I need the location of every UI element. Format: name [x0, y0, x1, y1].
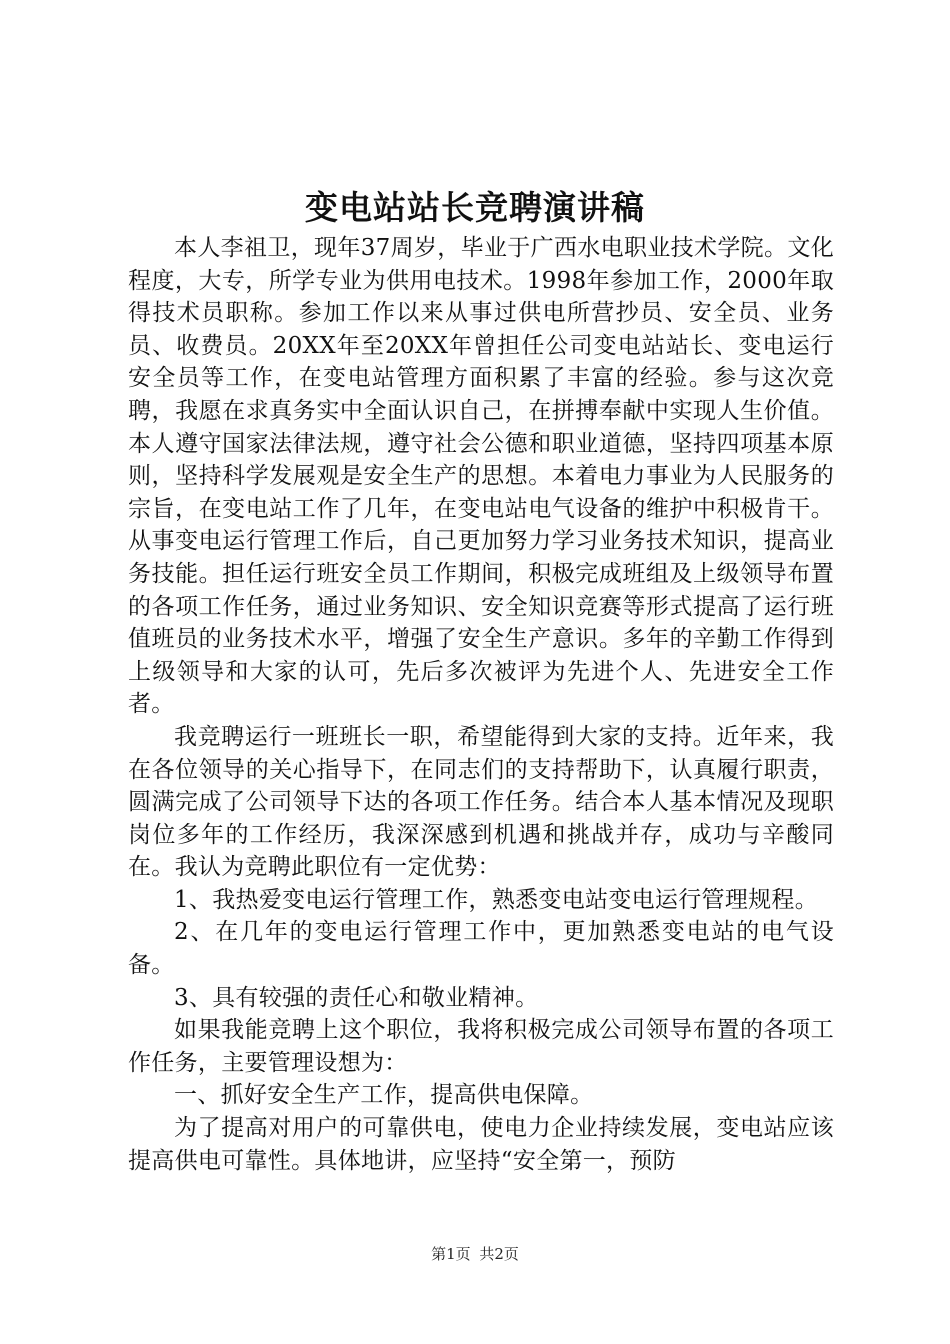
paragraph-section-heading-1: 一、抓好安全生产工作，提高供电保障。	[174, 1082, 594, 1109]
page-footer	[0, 1243, 950, 1265]
paragraph-advantage-2: 2、在几年的变电运行管理工作中，更加熟悉变电站的电气设备。	[128, 919, 834, 979]
paragraph-plans-intro: 如果我能竞聘上这个职位，我将积极完成公司领导布置的各项工作任务，主要管理设想为：	[128, 1017, 834, 1076]
page-number: 第1页	[431, 1245, 471, 1263]
paragraph-advantage-3: 3、具有较强的责任心和敬业精神。	[174, 984, 539, 1011]
paragraph-reliability: 为了提高对用户的可靠供电，使电力企业持续发展，变电站应该提高供电可靠性。具体地讲，应坚持“安全第一，预防	[128, 1115, 834, 1174]
paragraph-intro: 本人李祖卫，现年37周岁，毕业于广西水电职业技术学院。文化程度，大专，所学专业为供用电技术。1998年参加工作，2000年取得技术员职称。参加工作以来从事过供电所营抄员、安全员、业务员、收费员。20XX年至20XX年曾担任公司变电站站长、变电运行安全员等工作，在变电站管理方面积累了丰富的经验。参与这次竞聘，我愿在求真务实中全面认识自己，在拼搏奉献中实现人生价值。本人遵守国家法律法规，遵守社会公德和职业道德，坚持四项基本原则，坚持科学发展观是安全生产的思想。本着电力事业为人民服务的宗旨，在变电站工作了几年，在变电站电气设备的维护中积极肯干。从事变电运行管理工作后，自己更加努力学习业务技术知识，提高业务技能。担任运行班安全员工作期间，积极完成班组及上级领导布置的各项工作任务，通过业务知识、安全知识竞赛等形式提高了运行班值班员的业务技术水平，增强了安全生产意识。多年的辛勤工作得到上级领导和大家的认可，先后多次被评为先进个人、先进安全工作者。	[128, 235, 834, 718]
document-body	[128, 232, 834, 1177]
paragraph-advantage-1: 1、我热爱变电运行管理工作，熟悉变电站变电运行管理规程。	[174, 886, 819, 913]
page-total: 共2页	[479, 1245, 519, 1263]
paragraph-candidacy: 我竞聘运行一班班长一职，希望能得到大家的支持。近年来，我在各位领导的关心指导下，在同志们的支持帮助下，认真履行职责，圆满完成了公司领导下达的各项工作任务。结合本人基本情况及现职岗位多年的工作经历，我深深感到机遇和挑战并存，成功与辛酸同在。我认为竞聘此职位有一定优势：	[128, 723, 834, 881]
document-title: 变电站站长竞聘演讲稿	[305, 188, 645, 227]
